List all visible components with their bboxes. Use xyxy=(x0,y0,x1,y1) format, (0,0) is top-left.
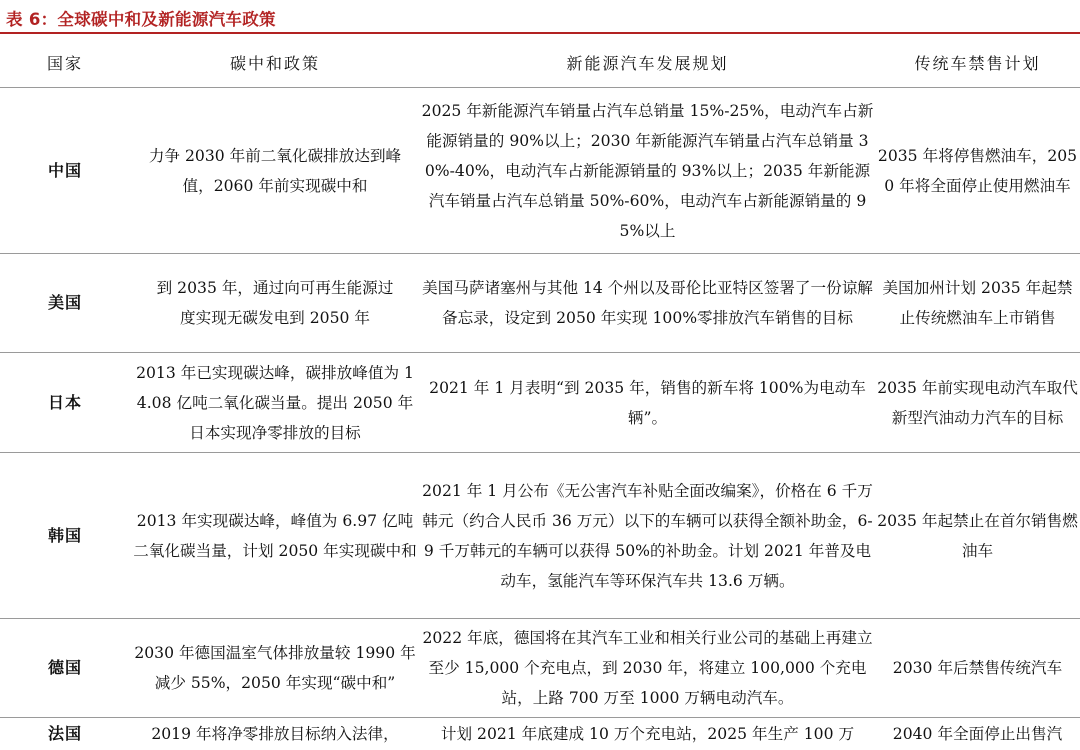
nev-plan-cell xyxy=(420,453,875,619)
table-row xyxy=(0,453,1080,619)
country-cell: 美国 xyxy=(0,254,130,353)
carbon-policy-cell xyxy=(130,718,420,750)
ice-ban-text: 2040 年全面停止出售汽 xyxy=(892,724,1063,743)
nev-plan-text: 2022 年底，德国将在其汽车工业和相关行业公司的基础上再建立至少 15,000 个充电点，到 2030 年，将建立 100,000 个充电站，上路 700 万至 1000 万辆电动汽车。 xyxy=(422,629,873,707)
ice-ban-text: 2035 年起禁止在首尔销售燃油车 xyxy=(877,511,1078,560)
carbon-policy-cell xyxy=(130,453,420,619)
table-caption xyxy=(0,0,1080,34)
ice-ban-cell xyxy=(875,88,1080,254)
carbon-policy-text: 到 2035 年，通过向可再生能源过度实现无碳发电到 2050 年 xyxy=(156,279,394,327)
table-row xyxy=(0,88,1080,254)
carbon-policy-text: 2013 年实现碳达峰，峰值为 6.97 亿吨二氧化碳当量，计划 2050 年实现碳中和 xyxy=(133,511,417,560)
header-country: 国家 xyxy=(0,38,130,88)
ice-ban-cell xyxy=(875,718,1080,750)
title-underline xyxy=(0,32,1080,34)
table-row xyxy=(0,254,1080,353)
table-row xyxy=(0,619,1080,718)
table-title: 表 6：全球碳中和及新能源汽车政策 xyxy=(6,10,276,29)
country-cell: 中国 xyxy=(0,88,130,254)
ice-ban-text: 2035 年将停售燃油车，2050 年将全面停止使用燃油车 xyxy=(877,146,1078,195)
nev-plan-text: 2021 年 1 月公布《无公害汽车补贴全面改编案》，价格在 6 千万韩元（约合人民币 36 万元）以下的车辆可以获得全额补助金，6-9 千万韩元的车辆可以获得 50%的补助金。计划 2021 年普及电动车，氢能汽车等环保汽车共 13.6 万辆。 xyxy=(422,481,873,590)
nev-plan-cell xyxy=(420,88,875,254)
country-cell: 德国 xyxy=(0,619,130,718)
carbon-policy-cell xyxy=(130,88,420,254)
country-cell: 法国 xyxy=(47,723,82,743)
ice-ban-cell xyxy=(875,619,1080,718)
carbon-policy-text: 力争 2030 年前二氧化碳排放达到峰值，2060 年前实现碳中和 xyxy=(148,146,402,195)
nev-plan-cell xyxy=(420,619,875,718)
carbon-policy-text: 2030 年德国温室气体排放量较 1990 年减少 55%，2050 年实现“碳中和” xyxy=(134,644,416,692)
nev-plan-cell xyxy=(420,254,875,353)
carbon-policy-cell xyxy=(130,619,420,718)
header-nev-plan: 新能源汽车发展规划 xyxy=(420,38,875,88)
ice-ban-text: 美国加州计划 2035 年起禁止传统燃油车上市销售 xyxy=(882,279,1073,327)
carbon-policy-text: 2019 年将净零排放目标纳入法律， xyxy=(151,724,399,743)
ice-ban-cell xyxy=(875,254,1080,353)
ice-ban-cell xyxy=(875,353,1080,453)
table-row xyxy=(0,718,1080,750)
nev-plan-cell xyxy=(420,353,875,453)
nev-plan-text: 2021 年 1 月表明“到 2035 年，销售的新车将 100%为电动车辆”。 xyxy=(429,378,866,427)
country-cell: 韩国 xyxy=(0,453,130,619)
carbon-policy-cell xyxy=(130,254,420,353)
country-cell: 日本 xyxy=(0,353,130,453)
nev-plan-text: 2025 年新能源汽车销量占汽车总销量 15%-25%，电动汽车占新能源销量的 90%以上；2030 年新能源汽车销量占汽车总销量 30%-40%，电动汽车占新能源销量的 93%以上；2035 年新能源汽车销量占汽车总销量 50%-60%，电动汽车占新能源销量的 95%以上 xyxy=(421,101,874,240)
ice-ban-text: 2035 年前实现电动汽车取代新型汽油动力汽车的目标 xyxy=(877,378,1078,427)
nev-plan-text: 计划 2021 年底建成 10 万个充电站，2025 年生产 100 万 xyxy=(440,724,855,743)
carbon-policy-cell xyxy=(130,353,420,453)
nev-plan-text: 美国马萨诸塞州与其他 14 个州以及哥伦比亚特区签署了一份谅解备忘录，设定到 2050 年实现 100%零排放汽车销售的目标 xyxy=(422,279,873,327)
policy-table xyxy=(0,38,1080,750)
nev-plan-cell xyxy=(420,718,875,750)
table-row xyxy=(0,353,1080,453)
carbon-policy-text: 2013 年已实现碳达峰，碳排放峰值为 14.08 亿吨二氧化碳当量。提出 2050 年日本实现净零排放的目标 xyxy=(136,363,414,442)
header-carbon-policy: 碳中和政策 xyxy=(130,38,420,88)
header-ice-ban: 传统车禁售计划 xyxy=(875,38,1080,88)
ice-ban-text: 2030 年后禁售传统汽车 xyxy=(892,659,1063,677)
ice-ban-cell xyxy=(875,453,1080,619)
header-row xyxy=(0,38,1080,88)
